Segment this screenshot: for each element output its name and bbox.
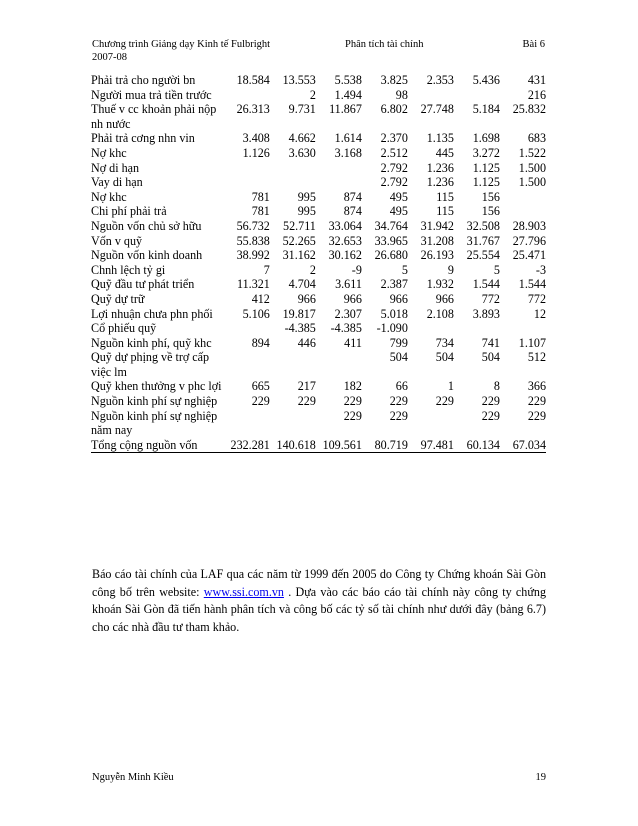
table-cell: 874 — [343, 204, 362, 219]
table-cell: 4.662 — [288, 131, 316, 146]
financial-table-body — [91, 73, 546, 453]
table-row — [91, 131, 546, 146]
table-cell: 2.353 — [426, 73, 454, 87]
program-name: Chương trình Giảng dạy Kinh tế Fulbright — [92, 39, 271, 50]
table-row — [91, 350, 546, 379]
table-row — [91, 379, 546, 394]
table-cell: 26.313 — [236, 102, 270, 117]
table-cell: 98 — [395, 87, 408, 102]
row-label: Quỹ dự trữ — [91, 291, 145, 306]
table-cell: 366 — [527, 379, 546, 394]
row-label: Lợi nhuận chưa phn phối — [91, 306, 213, 321]
table-cell: -4.385 — [284, 321, 316, 336]
table-cell: 431 — [527, 73, 546, 87]
table-cell: 5.184 — [472, 102, 500, 117]
table-cell: 34.764 — [374, 218, 408, 233]
table-cell: 25.832 — [512, 102, 546, 117]
row-label: Cổ phiếu quỹ — [91, 321, 157, 336]
table-cell: 140.618 — [270, 438, 316, 453]
table-cell: 966 — [435, 291, 454, 306]
table-cell: 504 — [389, 350, 408, 365]
table-cell: 2.307 — [334, 306, 362, 321]
table-cell: 495 — [389, 204, 408, 219]
row-label: Chi phí phải trả — [91, 204, 167, 219]
table-cell — [270, 409, 316, 438]
table-cell: 1.135 — [426, 131, 454, 146]
table-cell: 109.561 — [316, 438, 362, 453]
table-cell: 799 — [389, 335, 408, 350]
table-cell: 966 — [343, 291, 362, 306]
table-cell — [224, 321, 270, 336]
table-cell: 229 — [251, 394, 270, 409]
table-cell — [454, 88, 500, 103]
table-cell: 229 — [481, 394, 500, 409]
row-label: Nguồn vốn chủ sở hữu — [91, 218, 202, 233]
table-cell — [224, 88, 270, 103]
table-cell: 772 — [481, 291, 500, 306]
table-row — [91, 161, 546, 176]
author-name: Nguyễn Minh Kiều — [92, 772, 174, 783]
table-cell — [500, 321, 546, 336]
table-cell: 1.698 — [472, 131, 500, 146]
table-cell: 1.500 — [518, 160, 546, 175]
table-cell: 445 — [435, 145, 454, 160]
table-row — [91, 307, 546, 322]
table-cell: 8 — [493, 379, 500, 394]
table-row — [91, 102, 546, 131]
table-cell: 3.168 — [334, 145, 362, 160]
body-paragraph — [92, 566, 546, 636]
table-cell: 56.732 — [236, 218, 270, 233]
table-cell: 229 — [527, 394, 546, 409]
table-cell: 60.134 — [454, 438, 500, 453]
table-cell: 27.748 — [420, 102, 454, 117]
page-number: 19 — [535, 772, 546, 783]
table-cell: 55.838 — [236, 233, 270, 248]
table-cell: 182 — [343, 379, 362, 394]
table-row — [91, 204, 546, 219]
table-cell: 1.126 — [242, 145, 270, 160]
table-cell: 229 — [389, 394, 408, 409]
row-label: Người mua trả tiền trước — [91, 87, 212, 102]
table-cell — [224, 409, 270, 438]
table-cell — [270, 350, 316, 379]
table-cell: 3.272 — [472, 145, 500, 160]
row-label: Nợ khc — [91, 145, 127, 160]
table-cell: 772 — [527, 291, 546, 306]
table-cell: 66 — [395, 379, 408, 394]
table-cell: 31.942 — [420, 218, 454, 233]
table-cell: 26.193 — [420, 248, 454, 263]
table-cell — [270, 161, 316, 176]
table-cell: 52.711 — [283, 218, 316, 233]
table-cell: 1.544 — [518, 277, 546, 292]
row-label: Quỹ dự phịng về trợ cấp việc lm — [91, 350, 210, 379]
table-cell: 412 — [251, 291, 270, 306]
table-cell: 25.554 — [466, 248, 500, 263]
table-cell: 156 — [481, 189, 500, 204]
table-cell: 26.680 — [374, 248, 408, 263]
row-label: Nguồn kinh phí sự nghiệp năm nay — [91, 408, 218, 438]
table-cell: 504 — [435, 350, 454, 365]
table-cell — [270, 175, 316, 190]
table-cell: 874 — [343, 189, 362, 204]
table-cell: 741 — [481, 335, 500, 350]
table-cell: 217 — [297, 379, 316, 394]
table-cell: 781 — [251, 204, 270, 219]
table-cell: 411 — [344, 335, 362, 350]
row-label: Thuế v cc khoản phải nộp nh nước — [91, 102, 217, 131]
table-cell: 80.719 — [362, 438, 408, 453]
academic-year: 2007-08 — [92, 52, 127, 63]
table-cell: 1.125 — [472, 175, 500, 190]
table-cell: 3.893 — [472, 306, 500, 321]
table-cell: 11.867 — [329, 102, 362, 117]
table-cell: 5 — [401, 262, 408, 277]
table-cell: 504 — [481, 350, 500, 365]
table-cell: 32.508 — [466, 218, 500, 233]
table-row — [91, 146, 546, 161]
table-cell — [224, 161, 270, 176]
table-cell: 38.992 — [236, 248, 270, 263]
table-cell: 28.903 — [512, 218, 546, 233]
table-cell: 229 — [435, 394, 454, 409]
table-cell: 3.611 — [335, 277, 362, 292]
table-cell: 156 — [481, 204, 500, 219]
table-cell: 3.825 — [380, 73, 408, 87]
table-cell: 229 — [481, 408, 500, 423]
table-cell: 1.107 — [518, 335, 546, 350]
table-cell: 1.494 — [334, 87, 362, 102]
table-cell: 1.125 — [472, 160, 500, 175]
table-row — [91, 277, 546, 292]
paragraph-text-end: . Dựa vào các báo cáo tài chính này công ty chứng khoán Sài Gòn đã tiến hành phân tích và công bố các tỷ số tài chính như dưới đây (bảng 6.7) cho các nhà đầu tư tham khảo. — [92, 584, 546, 634]
table-cell: 1.236 — [426, 175, 454, 190]
table-cell — [224, 350, 270, 379]
table-cell: 31.767 — [466, 233, 500, 248]
table-cell: 734 — [435, 335, 454, 350]
table-row — [91, 190, 546, 205]
row-label: Nguồn kinh phí sự nghiệp — [91, 394, 218, 409]
table-cell: 229 — [527, 408, 546, 423]
table-cell: 665 — [251, 379, 270, 394]
table-cell: 12 — [533, 306, 546, 321]
table-cell: 11.321 — [237, 277, 270, 292]
table-cell: 2 — [309, 262, 316, 277]
table-row — [91, 438, 546, 453]
section-title: Phân tích tài chính — [345, 39, 424, 50]
table-cell: 7 — [263, 262, 270, 277]
table-cell: 2.370 — [380, 131, 408, 146]
table-cell — [316, 175, 362, 190]
row-label: Vay di hạn — [91, 175, 143, 190]
table-cell — [224, 175, 270, 190]
table-cell — [454, 321, 500, 336]
row-label: Quỹ đầu tư phát triển — [91, 277, 195, 292]
table-cell: 229 — [389, 408, 408, 423]
table-row — [91, 73, 546, 88]
table-cell: 995 — [297, 204, 316, 219]
table-cell: 32.653 — [328, 233, 362, 248]
table-cell: 5.538 — [334, 73, 362, 87]
table-cell — [500, 190, 546, 205]
table-cell: 966 — [297, 291, 316, 306]
table-cell: 2 — [309, 87, 316, 102]
table-cell: -4.385 — [330, 321, 362, 336]
lesson-number: Bài 6 — [522, 39, 545, 50]
table-cell: 232.281 — [224, 438, 270, 453]
table-cell: 67.034 — [500, 438, 546, 453]
table-cell: 216 — [527, 87, 546, 102]
table-cell: 2.792 — [380, 160, 408, 175]
table-cell: 1.544 — [472, 277, 500, 292]
table-cell: 5.018 — [380, 306, 408, 321]
table-cell: 115 — [436, 189, 454, 204]
table-row — [91, 321, 546, 336]
table-cell: 5 — [493, 262, 500, 277]
table-cell: 31.208 — [420, 233, 454, 248]
row-label: Nguồn vốn kinh doanh — [91, 248, 203, 263]
row-label: Nợ di hạn — [91, 160, 140, 175]
table-cell — [408, 88, 454, 103]
table-row — [91, 88, 546, 103]
table-row — [91, 409, 546, 438]
table-row — [91, 175, 546, 190]
table-cell: 1 — [447, 379, 454, 394]
table-cell: 30.162 — [328, 248, 362, 263]
table-cell: 9 — [447, 262, 454, 277]
table-cell: 512 — [527, 350, 546, 365]
row-label: Chnh lệch tỷ gi — [91, 262, 166, 277]
table-cell: 1.522 — [518, 145, 546, 160]
table-cell: -9 — [351, 262, 362, 277]
table-row — [91, 263, 546, 278]
table-cell: 115 — [436, 204, 454, 219]
table-cell: 9.731 — [288, 102, 316, 117]
table-cell: 5.106 — [242, 306, 270, 321]
row-label: Nợ khc — [91, 189, 127, 204]
row-label: Phải trả cho người bn — [91, 73, 196, 87]
row-label: Nguồn kinh phí, quỹ khc — [91, 335, 212, 350]
table-cell: 2.512 — [380, 145, 408, 160]
table-cell: 3.630 — [288, 145, 316, 160]
table-cell: 25.471 — [512, 248, 546, 263]
table-cell: 446 — [297, 335, 316, 350]
ssi-website-link[interactable]: www.ssi.com.vn — [203, 584, 284, 599]
table-cell: 5.436 — [472, 73, 500, 87]
table-cell: 1.500 — [518, 175, 546, 190]
table-cell: 683 — [527, 131, 546, 146]
table-cell: 18.584 — [236, 73, 270, 87]
table-cell: 4.704 — [288, 277, 316, 292]
financial-table — [91, 73, 546, 453]
page-footer — [92, 772, 546, 783]
table-cell: 1.614 — [334, 131, 362, 146]
table-cell: 229 — [343, 408, 362, 423]
row-label: Quỹ khen thưởng v phc lợi — [91, 379, 222, 394]
table-cell: 995 — [297, 189, 316, 204]
table-cell: 2.387 — [380, 277, 408, 292]
table-cell: 1.932 — [426, 277, 454, 292]
table-cell: 13.553 — [282, 73, 316, 87]
table-cell: 781 — [251, 189, 270, 204]
table-cell: 229 — [297, 394, 316, 409]
table-cell: 3.408 — [242, 131, 270, 146]
table-row — [91, 219, 546, 234]
table-cell: 52.265 — [282, 233, 316, 248]
table-cell: 1.236 — [426, 160, 454, 175]
table-cell: 229 — [343, 394, 362, 409]
table-row — [91, 234, 546, 249]
table-cell: 19.817 — [282, 306, 316, 321]
table-cell — [316, 350, 362, 379]
table-cell — [316, 161, 362, 176]
table-cell: 33.965 — [374, 233, 408, 248]
table-cell: -1.090 — [376, 321, 408, 336]
table-cell — [500, 204, 546, 219]
table-cell: 97.481 — [408, 438, 454, 453]
table-row — [91, 394, 546, 409]
table-cell: -3 — [535, 262, 546, 277]
table-cell: 6.802 — [380, 102, 408, 117]
table-cell — [408, 321, 454, 336]
paragraph-text-start: Báo cáo tài chính của LAF qua các năm từ 1999 đến 2005 do Công ty Chứng khoán Sài Gòn công bố trên website: — [92, 567, 546, 599]
row-label: Vốn v quỹ — [91, 233, 143, 248]
table-cell: 31.162 — [282, 248, 316, 263]
table-cell: 33.064 — [328, 218, 362, 233]
table-row — [91, 292, 546, 307]
table-cell: 495 — [389, 189, 408, 204]
row-label: Phải trả cơng nhn vin — [91, 131, 195, 146]
table-row — [91, 336, 546, 351]
table-cell: 894 — [251, 335, 270, 350]
table-cell: 966 — [389, 291, 408, 306]
table-cell — [408, 409, 454, 438]
table-cell: 2.108 — [426, 306, 454, 321]
table-cell: 2.792 — [380, 175, 408, 190]
table-cell: 27.796 — [512, 233, 546, 248]
table-row — [91, 248, 546, 263]
row-label: Tổng cộng nguồn vốn — [91, 438, 224, 453]
